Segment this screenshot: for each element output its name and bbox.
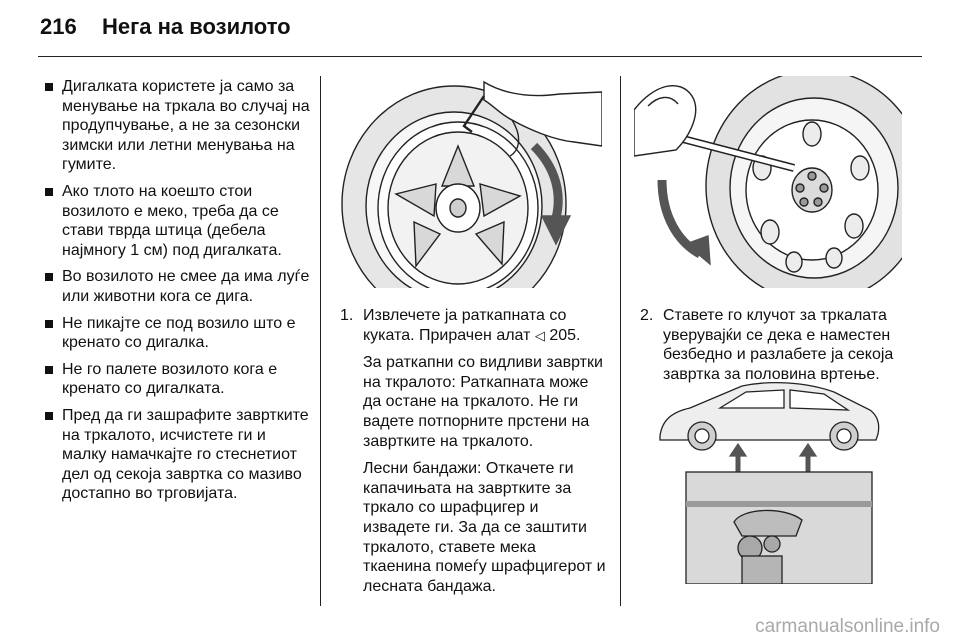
- step-2-instruction: Ставете го клучот за тркалата уверувајќи се дека е наместен безбедно и разлабете ја секоја завртка за половина вртење.: [663, 307, 894, 383]
- header-rule: [38, 56, 922, 57]
- hubcap-removal-illustration: [334, 76, 602, 288]
- bullet-item: [44, 314, 310, 353]
- step-1-visible-bolts-note: За раткапни со видливи завртки на ткралото: Раткапната може да остане на тркалото. Не ги вадете потпорните прстени на завртките на тркалото.: [363, 354, 603, 450]
- safety-bullet-list: [44, 77, 310, 511]
- bullet-item: [44, 406, 310, 504]
- bullet-item: [44, 182, 310, 260]
- square-bullet-icon: [45, 320, 53, 328]
- step-2: [640, 306, 902, 392]
- step-number: 1.: [340, 307, 354, 324]
- step-number: 2.: [640, 307, 654, 324]
- bullet-text: Не го палете возилото кога е кренато со дигалката.: [62, 360, 278, 398]
- bullet-text: Пред да ги зашрафите завртките на тркалото, исчистете ги и малку намачкајте го стеснетиот дел од секоја завртка со мазиво достапно во трговијата.: [62, 406, 309, 503]
- bullet-item: [44, 267, 310, 306]
- square-bullet-icon: [45, 273, 53, 281]
- bullet-text: Ако тлото на коешто стои возилото е меко, треба да се стави тврда штица (дебела најмногу 1 см) под дигалката.: [62, 182, 282, 259]
- step-1-instruction: [363, 306, 608, 345]
- page-number: 216: [40, 14, 77, 39]
- page-title: Нега на возилото: [102, 14, 291, 39]
- square-bullet-icon: [45, 412, 53, 420]
- bullet-item: [44, 360, 310, 399]
- step-1-text: Извлечете ја раткапната со куката. Прирачен алат: [363, 307, 567, 344]
- column-divider-left: [320, 76, 321, 606]
- step-1-alloy-wheels-note: Лесни бандажи: Откачете ги капачињата на завртките за тркало со шрафцигер и извадете ги. За да се заштити тркалото, ставете мека ткаенина помеѓу шрафцигерот и лесната бандажа.: [363, 460, 606, 595]
- bullet-text: Не пикајте се под возило што е кренато со дигалка.: [62, 314, 296, 352]
- bullet-text: Во возилото не смее да има луѓе или животни кога се дига.: [62, 268, 310, 305]
- square-bullet-icon: [45, 83, 53, 91]
- page-reference-arrow-icon: ◁: [534, 327, 545, 343]
- wheel-wrench-illustration: [634, 76, 902, 288]
- step-1: [340, 306, 608, 604]
- page-reference-link[interactable]: 205.: [549, 326, 581, 344]
- bullet-text: Дигалката користете ја само за менување на тркала во случај на продупчување, а не за сезонски зимски или летни менувања на гумите.: [62, 78, 310, 174]
- square-bullet-icon: [45, 366, 53, 374]
- watermark: carmanualsonline.info: [755, 616, 940, 637]
- bullet-item: [44, 77, 310, 175]
- square-bullet-icon: [45, 188, 53, 196]
- jack-points-illustration: [638, 372, 902, 584]
- column-divider-right: [620, 76, 621, 606]
